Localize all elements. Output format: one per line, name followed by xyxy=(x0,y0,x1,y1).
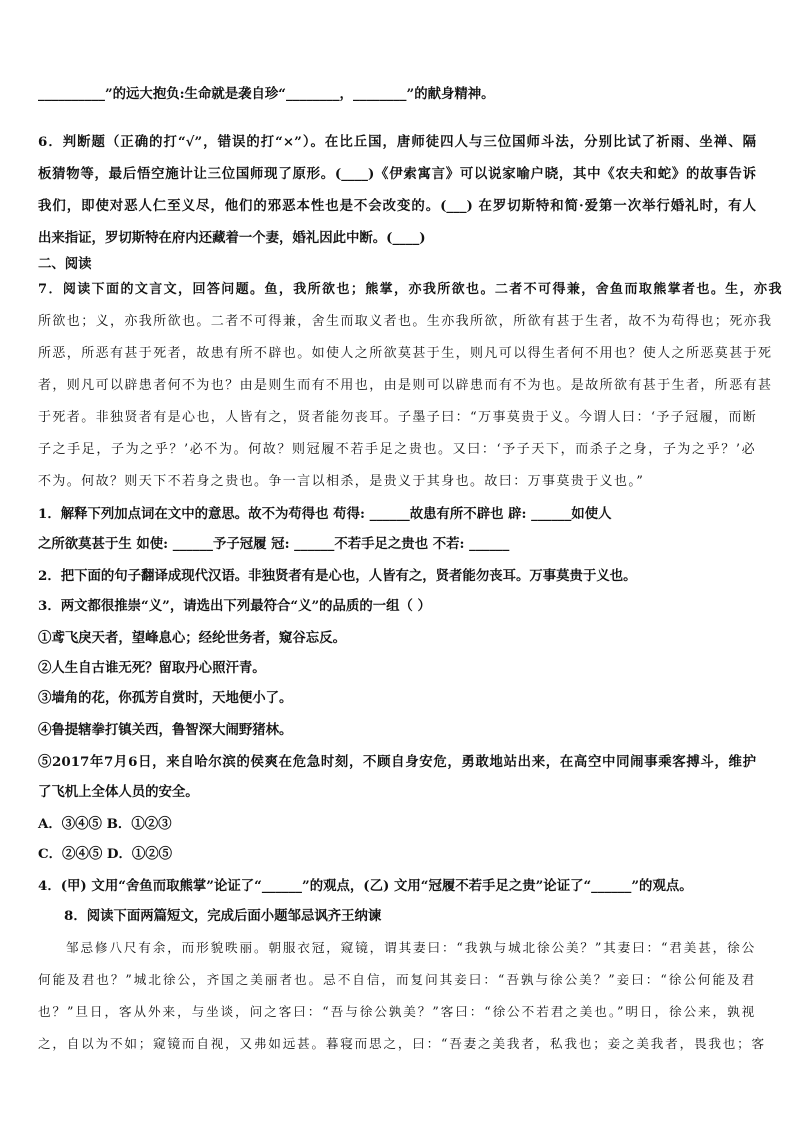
q7-text-line-4: 者，则凡可以辟患者何不为也？由是则生而有不用也，由是则可以辟患而有不为也。是故所欲有甚于生者，所恶有甚 xyxy=(38,378,773,393)
q7-option-3: ③墙角的花，你孤芳自赏时，天地便小了。 xyxy=(38,690,293,706)
q7-choice-ab: A．③④⑤ B．①②③ xyxy=(38,816,172,832)
q6-line-1: 6．判断题（正确的打“√”，错误的打“×”）。在比丘国，唐师徒四人与三位国师斗法，分别比试了祈雨、坐禅、隔 xyxy=(38,134,756,150)
q7-text-line-7: 不为。何故？则天下不若身之贵也。争一言以相杀，是贵义于其身也。故曰：万事莫贵于义也。” xyxy=(38,474,645,489)
line-motto-blank: __________”的远大抱负:生命就是袭自珍“________，________”的献身精神。 xyxy=(38,86,495,102)
q7-text-line-6: 子之手足，子为之乎？’必不为。何故？则冠履不若手足之贵也。又曰：‘予子天下，而杀子之身，子为之乎？’必 xyxy=(38,442,756,457)
q7-sub1-line-1: 1．解释下列加点词在文中的意思。故不为苟得也 苟得: ______故患有所不辟也 辟: ______如使人 xyxy=(38,506,612,522)
q7-sub4: 4．(甲) 文用“舍鱼而取熊掌”论证了“______”的观点，(乙) 文用“冠履不若手足之贵”论证了“______”的观点。 xyxy=(38,878,693,894)
q7-option-2: ②人生自古谁无死？留取丹心照汗青。 xyxy=(38,660,266,676)
q7-text-line-5: 于死者。非独贤者有是心也，人皆有之，贤者能勿丧耳。子墨子曰：“万事莫贵于义。今谓人曰：‘予子冠履，而断 xyxy=(38,410,758,425)
q8-heading: 8．阅读下面两篇短文，完成后面小题邹忌讽齐王纳谏 xyxy=(64,908,382,924)
q7-option-1: ①鸢飞戾天者，望峰息心；经纶世务者，窥谷忘反。 xyxy=(38,630,346,646)
q7-option-5-line-1: ⑤2017年7月6日，来自哈尔滨的侯爽在危急时刻，不顾自身安危，勇敢地站出来，在高空中同闹事乘客搏斗，维护 xyxy=(38,754,756,770)
q7-text-line-2: 所欲也；义，亦我所欲也。二者不可得兼，舍生而取义者也。生亦我所欲，所欲有甚于生者，故不为苟得也；死亦我 xyxy=(38,314,773,329)
q7-text-line-3: 所恶，所恶有甚于死者，故患有所不辟也。如使人之所欲莫甚于生，则凡可以得生者何不用也？使人之所恶莫甚于死 xyxy=(38,346,773,361)
q8-text-line-4: 之，自以为不如；窥镜而自视，又弗如远甚。暮寝而思之，曰：“吾妻之美我者，私我也；妾之美我者，畏我也；客 xyxy=(38,1036,766,1051)
q6-line-3: 我们，即使对恶人仁至义尽，他们的邪恶本性也是不会改变的。(___) 在罗切斯特和简·爱第一次举行婚礼时，有人 xyxy=(38,198,756,214)
q8-text-line-1: 邹忌修八尺有余，而形貌昳丽。朝服衣冠，窥镜，谓其妻曰：“我孰与城北徐公美？”其妻曰：“君美甚，徐公 xyxy=(66,940,756,955)
q7-choice-cd: C．②④⑤ D．①②⑤ xyxy=(38,846,173,862)
q7-text-line-1: 7．阅读下面的文言文，回答问题。鱼，我所欲也；熊掌，亦我所欲也。二者不可得兼，舍鱼而取熊掌者也。生，亦我 xyxy=(38,282,783,297)
q7-option-4: ④鲁提辖拳打镇关西，鲁智深大闹野猪林。 xyxy=(38,722,293,738)
q8-text-line-3: 也？”旦日，客从外来，与坐谈，问之客曰：“吾与徐公孰美？”客曰：“徐公不若君之美也。”明日，徐公来，孰视 xyxy=(38,1004,756,1019)
q7-option-5-line-2: 了飞机上全体人员的安全。 xyxy=(38,784,199,800)
q7-sub3: 3．两文都很推崇“义”，请选出下列最符合“义”的品质的一组（ ） xyxy=(38,598,431,614)
section-reading-heading: 二、阅读 xyxy=(38,256,92,272)
q6-line-2: 板猜物等，最后悟空施计让三位国师现了原形。(____)《伊索寓言》可以说家喻户晓，其中《农夫和蛇》的故事告诉 xyxy=(38,166,756,182)
q8-text-line-2: 何能及君也？”城北徐公，齐国之美丽者也。忌不自信，而复问其妾曰：“吾孰与徐公美？”妾曰：“徐公何能及君 xyxy=(38,972,756,987)
q7-sub2: 2．把下面的句子翻译成现代汉语。非独贤者有是心也，人皆有之，贤者能勿丧耳。万事莫贵于义也。 xyxy=(38,568,637,584)
q6-line-4: 出来指证，罗切斯特在府内还藏着一个妻，婚礼因此中断。(____) xyxy=(38,230,426,246)
q7-sub1-line-2: 之所欲莫甚于生 如使: ______予子冠履 冠: ______不若手足之贵也 不若: ______ xyxy=(38,536,510,552)
